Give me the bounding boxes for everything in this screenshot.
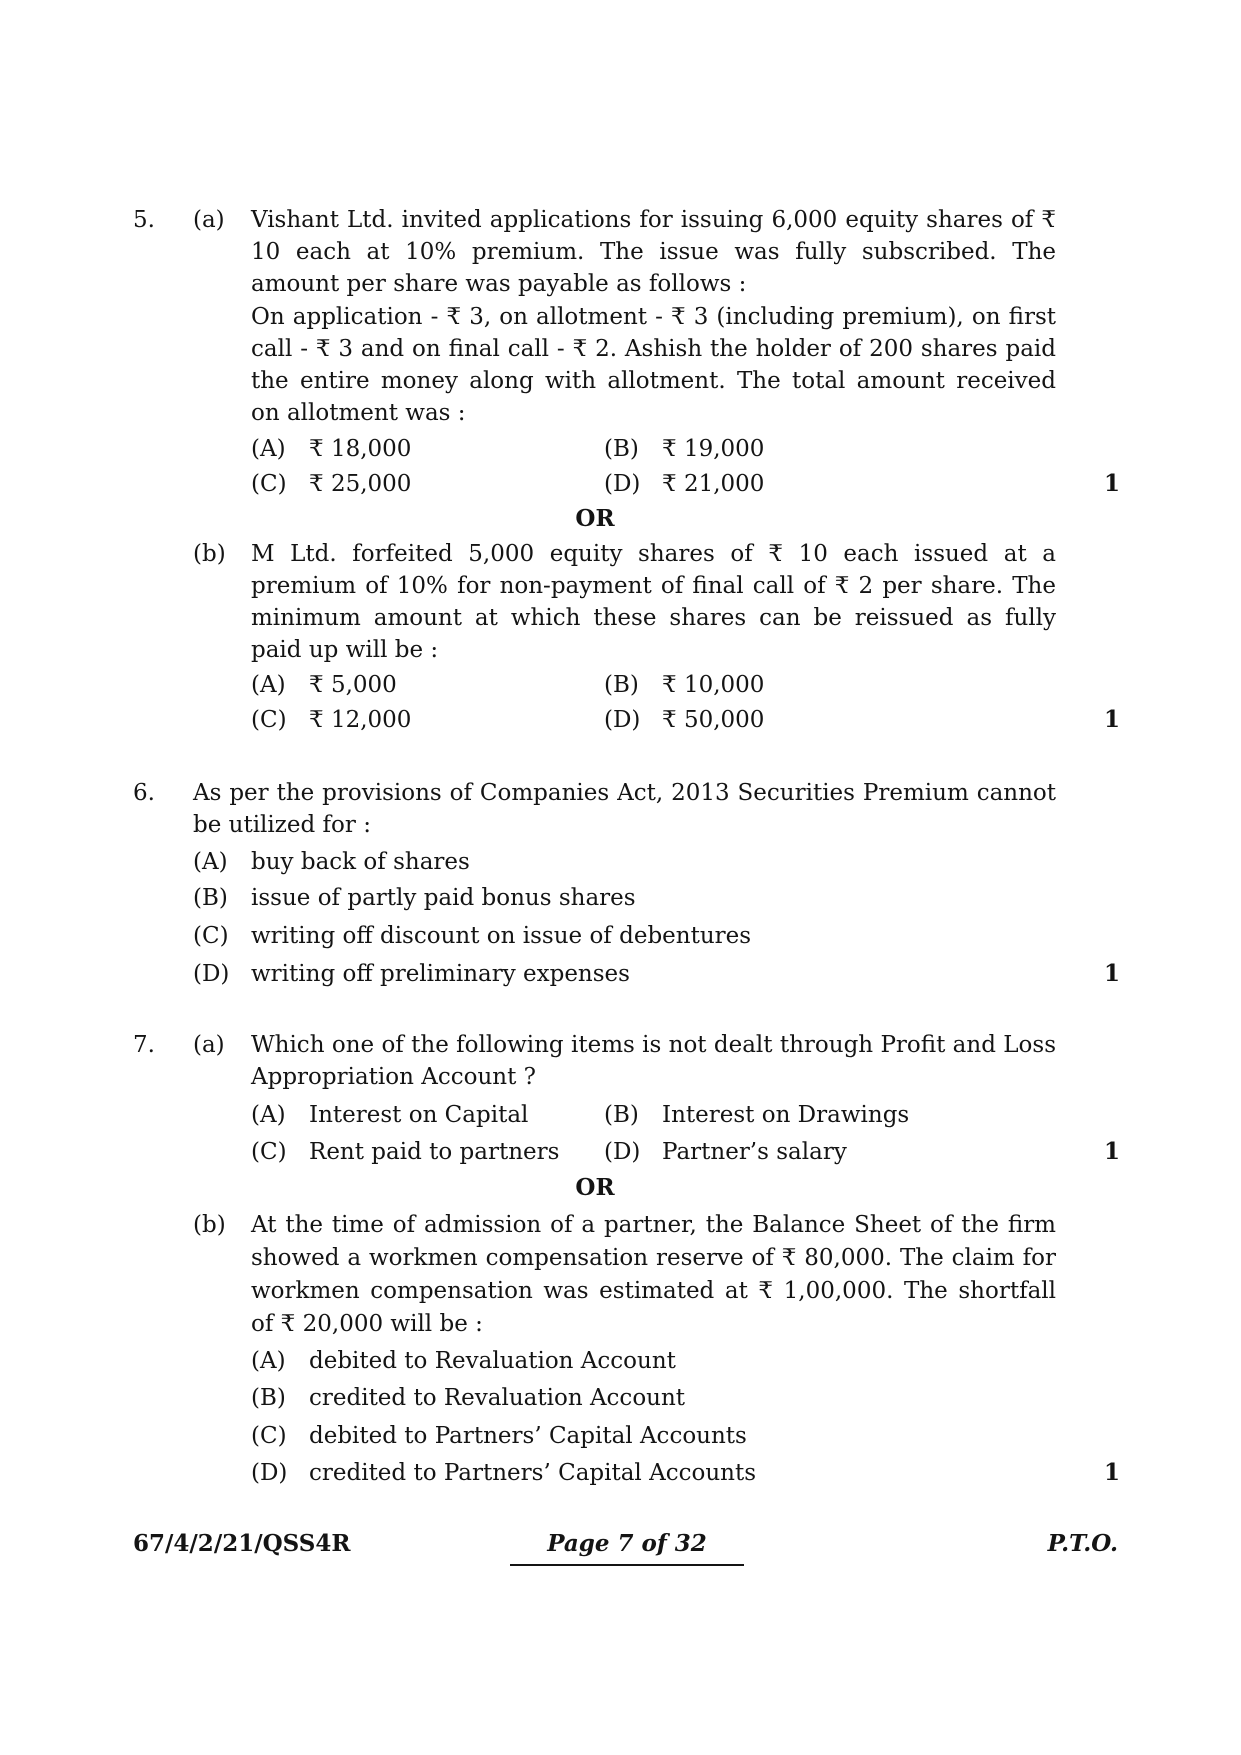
marks: 1 <box>1103 1459 1120 1486</box>
option-text: ₹ 25,000 <box>309 471 412 497</box>
option-label: (A) <box>251 1348 286 1374</box>
option-text: debited to Revaluation Account <box>309 1348 676 1374</box>
question-number: 7. <box>133 1032 155 1058</box>
option-text: Rent paid to partners <box>309 1139 560 1165</box>
option-label: (C) <box>251 1139 287 1165</box>
option-label: (B) <box>251 1385 286 1411</box>
option-text: ₹ 18,000 <box>309 436 412 462</box>
option-text: Interest on Capital <box>309 1102 529 1128</box>
question-text: M Ltd. forfeited 5,000 equity shares of ₹ 10 each issued at a premium of 10% for non-payment of final call of ₹ 2 per share. The minimum amount at which these shares can be reissued as fully paid up will be : <box>251 541 1056 663</box>
part-label: (a) <box>193 207 225 233</box>
option-label: (D) <box>604 471 641 497</box>
option-text: writing off preliminary expenses <box>251 961 630 987</box>
marks: 1 <box>1103 1138 1120 1165</box>
question-number: 6. <box>133 780 155 806</box>
option-label: (D) <box>251 1460 288 1486</box>
option-text: writing off discount on issue of debentures <box>251 923 752 949</box>
page-number: Page 7 of 32 <box>510 1528 744 1566</box>
question-text: Vishant Ltd. invited applications for issuing 6,000 equity shares of ₹ 10 each at 10% premium. The issue was fully subscribed. The amount per share was payable as follows : <box>251 207 1056 297</box>
option-text: ₹ 21,000 <box>662 471 765 497</box>
option-label: (A) <box>251 436 286 462</box>
option-label: (C) <box>251 1423 287 1449</box>
option-text: Partner’s salary <box>662 1139 847 1165</box>
option-label: (A) <box>251 1102 286 1128</box>
option-label: (A) <box>193 849 228 875</box>
or-separator: OR <box>575 1174 615 1201</box>
part-label: (a) <box>193 1032 225 1058</box>
option-text: buy back of shares <box>251 849 470 875</box>
or-separator: OR <box>575 505 615 532</box>
option-text: ₹ 50,000 <box>662 707 765 733</box>
option-text: issue of partly paid bonus shares <box>251 885 636 911</box>
option-text: credited to Partners’ Capital Accounts <box>309 1460 756 1486</box>
option-text: debited to Partners’ Capital Accounts <box>309 1423 747 1449</box>
pto-label: P.T.O. <box>1047 1530 1118 1557</box>
question-text: At the time of admission of a partner, the Balance Sheet of the firm showed a workmen compensation reserve of ₹ 80,000. The claim for workmen compensation was estimated at ₹ 1,00,000. The shortfall of ₹ 20,000 will be : <box>251 1212 1056 1337</box>
question-number: 5. <box>133 207 155 233</box>
option-label: (B) <box>604 1102 639 1128</box>
option-label: (D) <box>193 961 230 987</box>
question-text: On application - ₹ 3, on allotment - ₹ 3 (including premium), on first call - ₹ 3 and on final call - ₹ 2. Ashish the holder of 200 shares paid the entire money along with allotment. The total amount received on allotment was : <box>251 304 1056 426</box>
marks: 1 <box>1103 960 1120 987</box>
option-label: (C) <box>251 471 287 497</box>
option-label: (D) <box>604 707 641 733</box>
option-label: (A) <box>251 672 286 698</box>
question-text: As per the provisions of Companies Act, 2013 Securities Premium cannot be utilized for : <box>193 780 1056 838</box>
option-label: (B) <box>604 436 639 462</box>
option-text: credited to Revaluation Account <box>309 1385 686 1411</box>
marks: 1 <box>1103 470 1120 497</box>
option-label: (C) <box>251 707 287 733</box>
option-label: (B) <box>193 885 228 911</box>
option-label: (B) <box>604 672 639 698</box>
option-label: (D) <box>604 1139 641 1165</box>
option-text: ₹ 12,000 <box>309 707 412 733</box>
paper-code: 67/4/2/21/QSS4R <box>133 1530 351 1557</box>
option-text: ₹ 10,000 <box>662 672 765 698</box>
marks: 1 <box>1103 706 1120 733</box>
option-text: ₹ 19,000 <box>662 436 765 462</box>
option-text: Interest on Drawings <box>662 1102 910 1128</box>
part-label: (b) <box>193 541 226 567</box>
option-label: (C) <box>193 923 229 949</box>
question-text: Which one of the following items is not dealt through Profit and Loss Appropriation Account ? <box>251 1032 1056 1090</box>
option-text: ₹ 5,000 <box>309 672 397 698</box>
part-label: (b) <box>193 1212 226 1238</box>
